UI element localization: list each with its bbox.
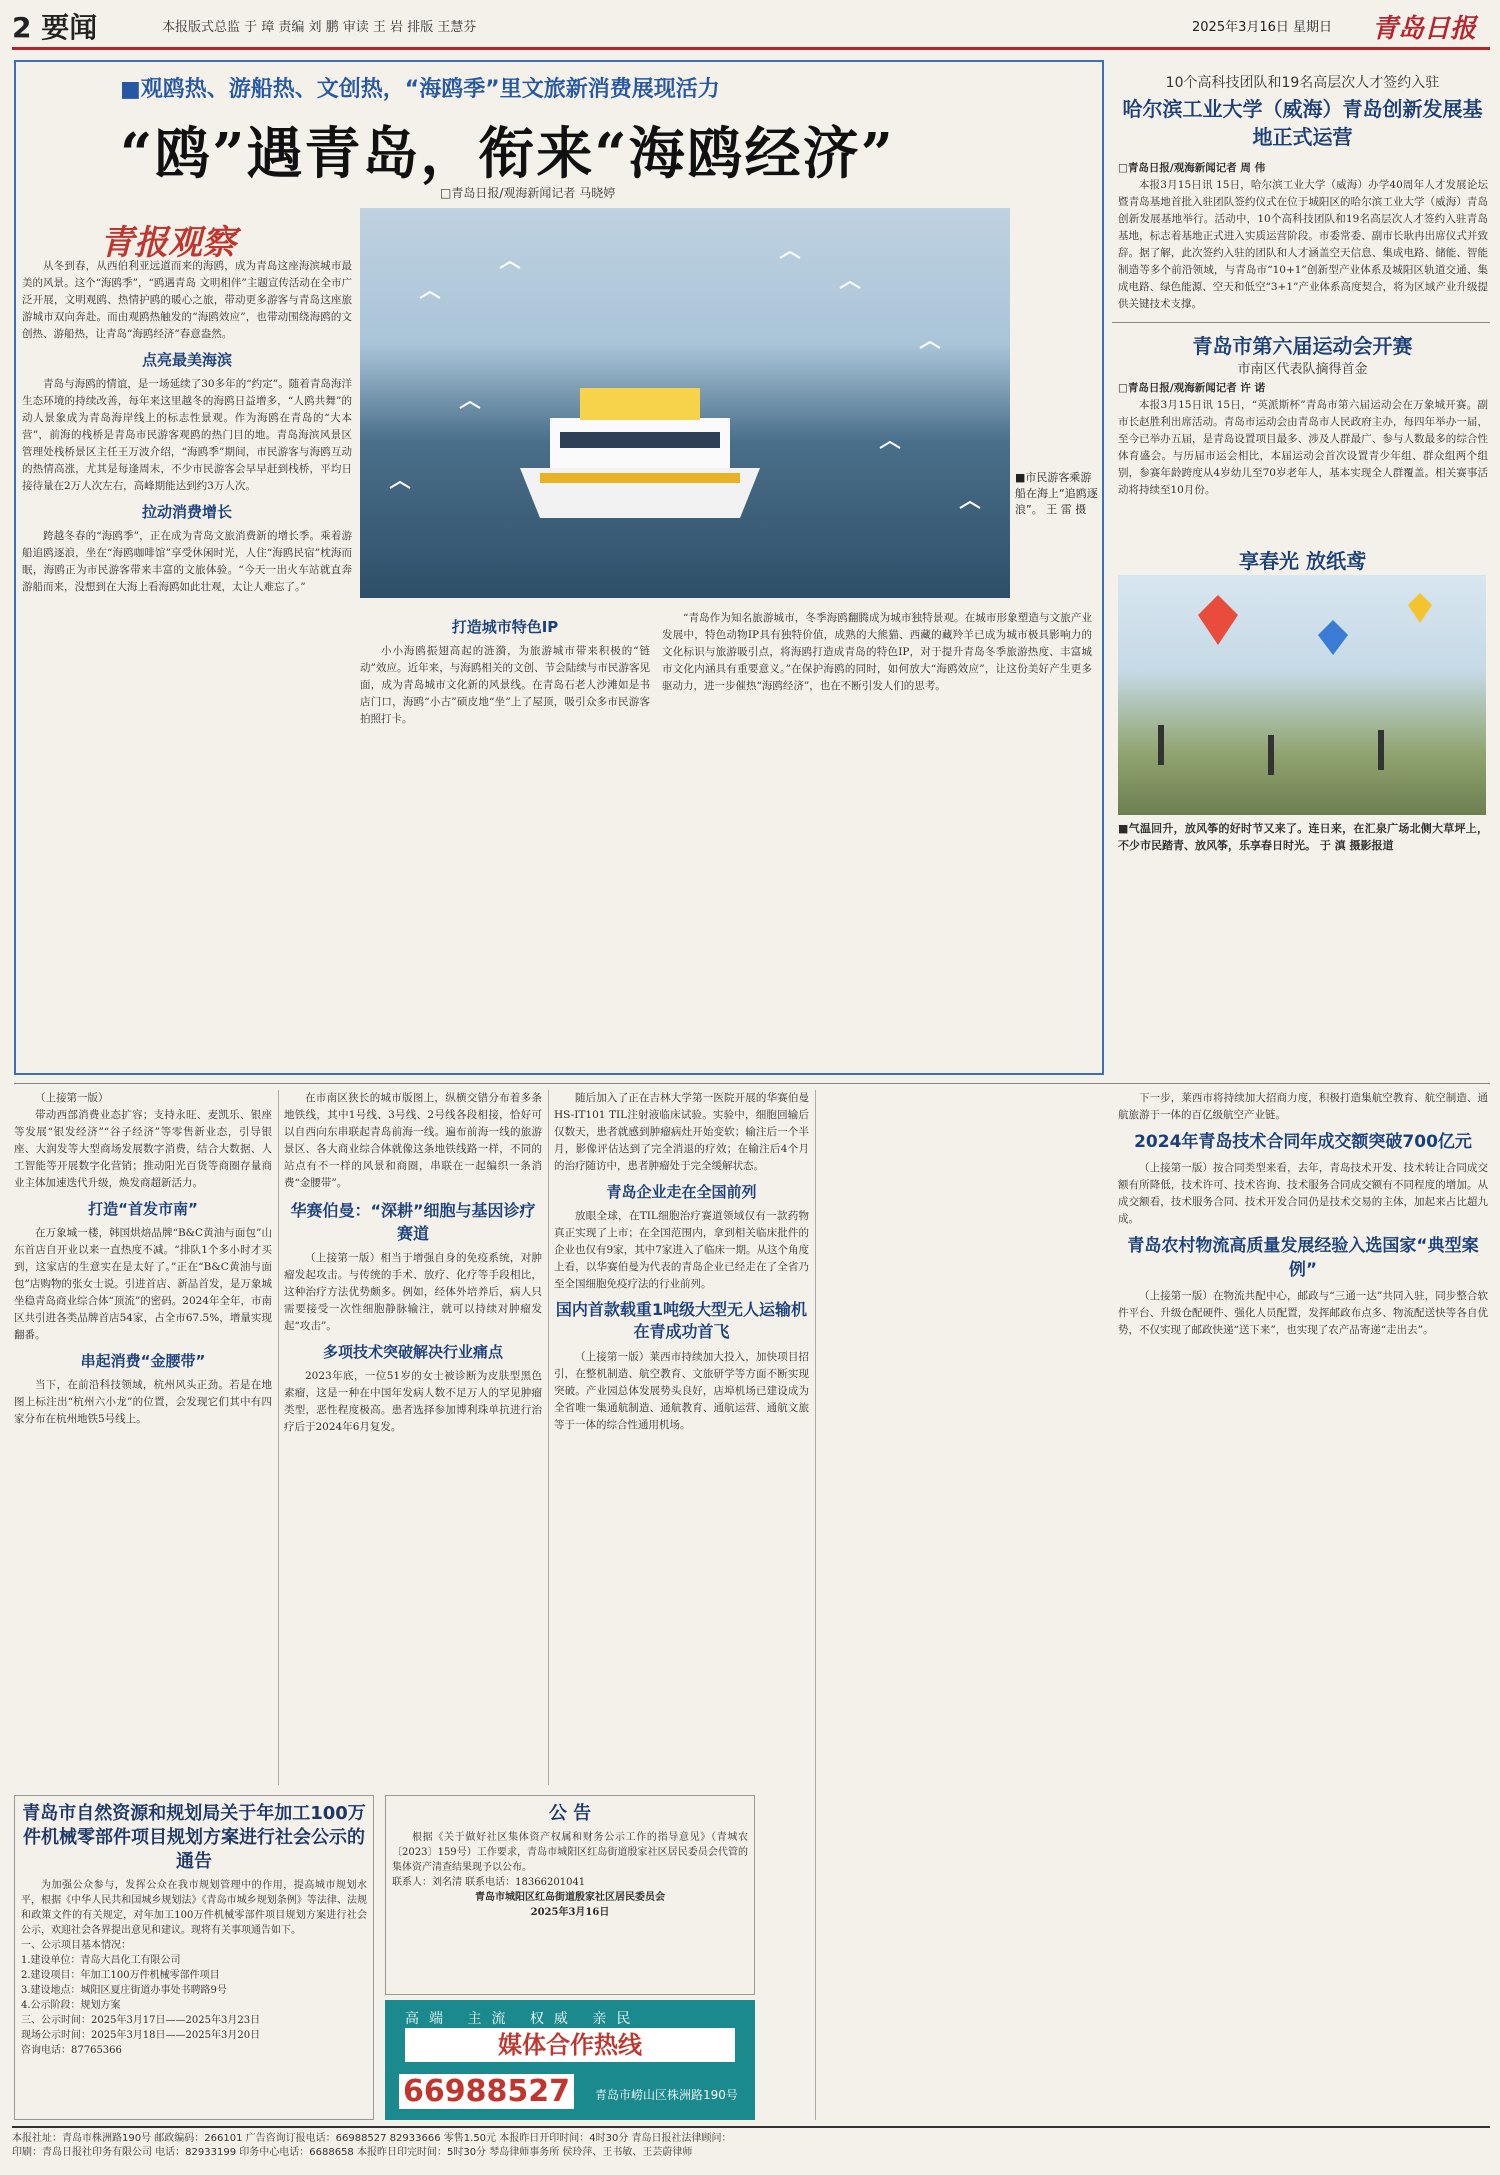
ad-phone: 66988527	[399, 2074, 574, 2109]
col1-label: （上接第一版）	[35, 1092, 109, 1104]
bottom-column-4	[1118, 1090, 1488, 2120]
divider	[14, 1083, 1490, 1084]
col4-sub: 2024年青岛技术合同年成交额突破700亿元	[1134, 1132, 1472, 1152]
media-hotline-ad	[385, 2000, 755, 2120]
col3-text3: （上接第一版）莱西市持续加大投入，加快项目招引，在整机制造、航空教育、文旅研学等方面不断实现突破。产业园总体发展势头良好，店埠机场已建设成为全省唯一集通航制造、通航教育、通航运营、通航文旅等于一体的综合性通用机场。	[554, 1351, 809, 1431]
col2-text3: 2023年底，一位51岁的女士被诊断为皮肤型黑色素瘤，这是一种在中国年发病人数不足万人的罕见肿瘤类型，恶性程度极高。患者选择参加博利珠单抗进行治疗后于2024年6月复发。	[284, 1370, 542, 1433]
col1-sub2: 串起消费“金腰带”	[80, 1352, 206, 1370]
announcement-sign: 青岛市城阳区红岛街道殷家社区居民委员会	[475, 1892, 665, 1903]
editorial-credits: 本报版式总监 于 璋 责编 刘 鹏 审读 王 岩 排版 王慧芬	[162, 20, 477, 35]
notice-item: 4.公示阶段：规划方案	[21, 2000, 121, 2011]
page-number: 2 要闻	[12, 11, 98, 44]
section-title-1: 点亮最美海滨	[141, 351, 232, 369]
section-text-3: 小小海鸥振翅高起的涟漪，为旅游城市带来积极的“链动”效应。近年来，与海鸥相关的文创、节会陆续与市民游客见面，成为青岛城市文化新的风景线。在青岛石老人沙滩如是书店门口，海鸥“小古”硕皮地“坐”上了屋顶，吸引众多市民游客拍照打卡。	[360, 645, 650, 725]
ad-name: 媒体合作热线	[405, 2028, 735, 2062]
games-text: 本报3月15日讯 15日，“英派斯杯”青岛市第六届运动会在万象城开赛。副市长赵胜利出席活动。青岛市运动会由青岛市人民政府主办，每四年举办一届，至今已举办五届，是青岛设置项目最多、涉及人群最广、参与人数最多的综合性体育盛会。与历届市运会相比，本届运动会首次设置青少年组、群众组两个组别，参赛年龄跨度从4岁幼儿至70岁老年人，基本实现全人群覆盖。相关赛事活动将持续至10月份。	[1118, 399, 1488, 496]
divider	[278, 1090, 279, 1785]
public-announcement	[385, 1795, 755, 1995]
section-text-4: “青岛作为知名旅游城市，冬季海鸥翻腾成为城市独特景观。在城市形象塑造与文旅产业发展中，特色动物IP具有独特价值，成熟的大熊猫、西藏的藏羚羊已成为城市极具影响力的文化标识与旅游吸引点，将海鸥打造成青岛的特色IP，对于提升青岛冬季旅游热度、丰富城市文化内涵具有重要意义。”在保护海鸥的同时，如何放大“海鸥效应”，让这份美好产生更多驱动力，进一步催热“海鸥经济”，也在不断引发人们的思考。	[662, 612, 1092, 692]
col2-sub2: 多项技术突破解决行业痛点	[322, 1343, 503, 1361]
issue-date: 2025年3月16日 星期日	[1192, 20, 1333, 35]
kite-photo	[1118, 575, 1486, 815]
notice-item: 三、公示时间：2025年3月17日——2025年3月23日	[21, 2015, 261, 2026]
col3-text2: 放眼全球，在TIL细胞治疗赛道领域仅有一款药物真正实现了上市；在全国范围内，拿到相关临床批件的企业也仅有9家，其中7家进入了临床一期。从这个角度上看，以华赛伯曼为代表的青岛企业已经走在了全省乃至全国细胞免疫疗法的行业前列。	[554, 1210, 809, 1290]
notice-item: 现场公示时间：2025年3月18日——2025年3月20日	[21, 2030, 261, 2041]
announcement-title: 公 告	[548, 1803, 592, 1824]
col2-text2: （上接第一版）相当于增强自身的免疫系统，对肿瘤发起攻击。与传统的手术、放疗、化疗等手段相比，这种治疗方法优势颇多。例如，经体外培养后，病人只需要接受一次性细胞静脉输注，就可以持续对肿瘤发起“攻击”。	[284, 1252, 542, 1332]
harbin-byline: □青岛日报/观海新闻记者 周 伟	[1118, 162, 1266, 174]
announcement-body	[392, 1830, 748, 1920]
announcement-contact: 联系人：刘名清 联系电话：18366201041	[392, 1877, 586, 1888]
feature-column-2	[360, 610, 650, 1065]
ferry-photo	[360, 208, 1010, 598]
harbin-text: 本报3月15日讯 15日，哈尔滨工业大学（威海）办学40周年人才发展论坛暨青岛基地首批入驻团队签约仪式在位于城阳区的哈尔滨工业大学（威海）青岛创新发展基地举行。活动中，10个高科技团队和19名高层次人才签约入驻青岛基地，标志着基地正式进入实质运营阶段。市委常委、副市长耿冉出席仪式并致辞。据了解，此次签约入驻的团队和人才涵盖空天信息、集成电路、储能、智能制造等多个前沿领域，与青岛市“10+1”创新型产业体系及城阳区轨道交通、集成电路、绿色能源、空天和低空“3+1”产业体系高度契合，将为区域产业升级提供关键技术支撑。	[1118, 179, 1488, 310]
feature-intro: 从冬到春，从西伯利亚远道而来的海鸥，成为青岛这座海滨城市最美的风景。这个“海鸥季”，“鸥遇青岛 文明相伴”主题宣传活动在全市广泛开展，文明观鸥、热情护鸥的暖心之旅，带动更多游客与青岛这座旅游城市双向奔赴。而由观鸥热触发的“海鸥效应”，也带动围绕海鸥的文创热、游船热，让青岛“海鸥经济”春意盎然。	[22, 260, 352, 340]
ferry-photo-caption: ■市民游客乘游船在海上“追鸥逐浪”。 王 雷 摄	[1015, 471, 1098, 516]
notice-title: 青岛市自然资源和规划局关于年加工100万件机械零部件项目规划方案进行社会公示的通告	[22, 1803, 366, 1872]
col4-sub2: 青岛农村物流高质量发展经验入选国家“典型案例”	[1127, 1236, 1479, 1280]
seagulls-icon	[360, 208, 1010, 598]
bottom-column-2	[284, 1090, 542, 1790]
announcement-text: 根据《关于做好社区集体资产权属和财务公示工作的指导意见》（青城农〔2023〕159号）工作要求，青岛市城阳区红岛街道殷家社区居民委员会代管的集体资产清查结果现予以公布。	[392, 1832, 748, 1873]
notice-item: 1.建设单位：青岛大昌化工有限公司	[21, 1955, 181, 1966]
kite-icon	[1118, 575, 1486, 815]
feature-column-3	[662, 610, 1092, 1065]
section-title-2: 拉动消费增长	[141, 503, 232, 521]
harbin-article	[1118, 160, 1488, 320]
divider	[815, 1090, 816, 2120]
newspaper-logo: 青岛日报	[1372, 14, 1477, 44]
col1-sub1: 打造“首发市南”	[88, 1200, 198, 1218]
ad-slogan: 高端 主流 权威 亲民	[405, 2011, 641, 2027]
notice-item: 2.建设项目：年加工100万件机械零部件项目	[21, 1970, 220, 1981]
col4-text: 下一步，莱西市将持续加大招商力度，积极打造集航空教育、航空制造、通航旅游于一体的百亿级航空产业链。	[1118, 1092, 1488, 1121]
section-text-2: 跨越冬春的“海鸥季”，正在成为青岛文旅消费新的增长季。乘着游船追鸥逐浪，坐在“海鸥咖啡馆”享受休闲时光，人住“海鸥民宿”枕海而眠，海鸥正为市民游客带来丰富的文旅体验。“今天一出火车站就直奔游船而来，没想到在大海上看海鸥如此壮观，太让人难忘了。”	[22, 530, 352, 593]
announcement-date: 2025年3月16日	[530, 1907, 610, 1918]
col2-sub: 华赛伯曼：“深耕”细胞与基因诊疗赛道	[290, 1201, 536, 1243]
bottom-column-1	[14, 1090, 272, 1790]
notice-item: 3.建设地点：城阳区夏庄街道办事处书聘路9号	[21, 1985, 227, 1996]
divider	[548, 1090, 549, 1785]
page-header	[12, 6, 1490, 50]
col2-text: 在市南区狭长的城市版图上，纵横交错分布着多条地铁线，其中1号线、3号线、2号线各段相接，恰好可以自西向东串联起青岛前海一线。遍布前海一线的旅游景区、各大商业综合体就像这条地铁线路一样，不同的站点有不一样的风景和商圈，串联在一起编织一条消费“金腰带”。	[284, 1092, 542, 1189]
section-title-3: 打造城市特色IP	[451, 618, 559, 636]
feature-column-1	[22, 258, 352, 1063]
games-title: 青岛市第六届运动会开赛	[1192, 334, 1413, 358]
column-logo: 青报观察	[100, 223, 236, 263]
kite-caption: ■气温回升，放风筝的好时节又来了。连日来，在汇泉广场北侧大草坪上，不少市民踏青、放风筝，乐享春日时光。 于 滇 摄影报道	[1118, 822, 1488, 852]
feature-byline: □青岛日报/观海新闻记者 马晓婷	[440, 186, 616, 200]
col4-text3: （上接第一版）在物流共配中心，邮政与“三通一达”共同入驻，同步整合软件平台、升级仓配硬件、强化人员配置，发挥邮政布点多、物流配送快等各自优势，不仅实现了邮政快递“送下来”，也实现了农产品寄递“走出去”。	[1118, 1290, 1488, 1336]
games-subtitle: 市南区代表队摘得首金	[1237, 362, 1368, 377]
page-footer	[12, 2126, 1490, 2170]
games-byline: □青岛日报/观海新闻记者 许 诺	[1118, 382, 1266, 394]
planning-notice	[14, 1795, 374, 2120]
col1-text3: 当下，在前沿科技领域，杭州风头正劲。若是在地图上标注出“杭州六小龙”的位置，会发现它们其中有四家分布在杭州地铁5号线上。	[14, 1379, 272, 1425]
kite-title: 享春光 放纸鸢	[1239, 549, 1366, 573]
notice-phone: 咨询电话：87765366	[21, 2045, 122, 2056]
ad-address: 青岛市崂山区株洲路190号	[595, 2088, 738, 2102]
col3-text: 随后加入了正在吉林大学第一医院开展的华赛伯曼HS-IT101 TIL注射液临床试验。实验中，细胞回输后仅数天，患者就感到肿瘤病灶开始变软；输注后一个半月，影像评估达到了完全消退的疗效；在输注后4个月的治疗随访中，患者肿瘤处于完全缓解状态。	[554, 1092, 809, 1172]
feature-kicker: ■观鸥热、游船热、文创热，“海鸥季”里文旅新消费展现活力	[120, 77, 720, 102]
divider	[1112, 322, 1490, 323]
col3-sub2: 国内首款载重1吨级大型无人运输机在青成功首飞	[555, 1300, 808, 1341]
feature-headline: “鸥”遇青岛，衔来“海鸥经济”	[120, 121, 895, 187]
games-article	[1118, 380, 1488, 540]
notice-body	[21, 1878, 367, 2058]
col1-text2: 在万象城一楼，韩国烘焙品牌“B&C黄油与面包”山东首店自开业以来一直热度不减。“排队1个多小时才买到，这家店的生意实在是太好了。”正在“B&C黄油与面包”店购物的张女士说。引进首店、新品首发，是万象城坐稳青岛商业综合体“顶流”的密码。2024年全年，市南区共引进各类品牌首店54家，占全市67.5%，增量实现翻番。	[14, 1227, 272, 1341]
notice-text: 为加强公众参与，发挥公众在我市规划管理中的作用，提高城市规划水平，根据《中华人民共和国城乡规划法》《青岛市城乡规划条例》等法律、法规和政策文件的有关规定，对年加工100万件机械零部件项目规划方案进行社会公示，欢迎社会各界提出意见和建议。现将有关事项通告如下。	[21, 1880, 367, 1936]
footer-line-1: 本报社址：青岛市株洲路190号 邮政编码：266101 广告咨询订报电话：66988527 82933666 零售1.50元 本报昨日开印时间：4时30分 青岛日报社法律顾问：	[12, 2133, 732, 2144]
section-text-1: 青岛与海鸥的情谊，是一场延续了30多年的“约定”。随着青岛海洋生态环境的持续改善，每年来这里越冬的海鸥日益增多，“人鸥共舞”的动人景象成为青岛海岸线上的标志性景观。作为海鸥在青岛的“大本营”，前海的栈桥是青岛市民游客观鸥的热门目的地。青岛海滨风景区管理处栈桥景区主任王万波介绍，“海鸥季”期间，市民游客与海鸥互动的热情高涨，尤其是每逢周末，不少市民游客会早早赶到栈桥，平均日接待量在2万人次左右，高峰期能达到约3万人次。	[22, 378, 352, 492]
col3-sub: 青岛企业走在全国前列	[606, 1183, 757, 1201]
footer-line-2: 印刷：青岛日报社印务有限公司 电话：82933199 印务中心电话：6688658 本报昨日印完时间：5时30分 琴岛律师事务所 侯玲萍、王书敏、王芸蔚律师	[12, 2147, 693, 2158]
harbin-title: 哈尔滨工业大学（威海）青岛创新发展基地正式运营	[1122, 97, 1483, 149]
col4-text2: （上接第一版）按合同类型来看，去年，青岛技术开发、技术转让合同成交额有所降低，技术许可、技术咨询、技术服务合同成交额有不同程度的增加。从成交额看，技术服务合同、技术开发合同仍是技术交易的主体，加起来占比超九成。	[1118, 1162, 1488, 1225]
harbin-pre-title: 10个高科技团队和19名高层次人才签约入驻	[1165, 75, 1440, 91]
notice-item: 一、公示项目基本情况：	[21, 1940, 131, 1951]
col1-text: 带动西部消费业态扩容；支持永旺、麦凯乐、银座等发展“银发经济”“谷子经济”等零售新业态，引导银座、大润发等大型商场发展数字消费，结合大数据、人工智能等开展数字化营销；推动阳光百货等商圈存量商业主体加速迭代升级，焕发商超新活力。	[14, 1109, 272, 1189]
